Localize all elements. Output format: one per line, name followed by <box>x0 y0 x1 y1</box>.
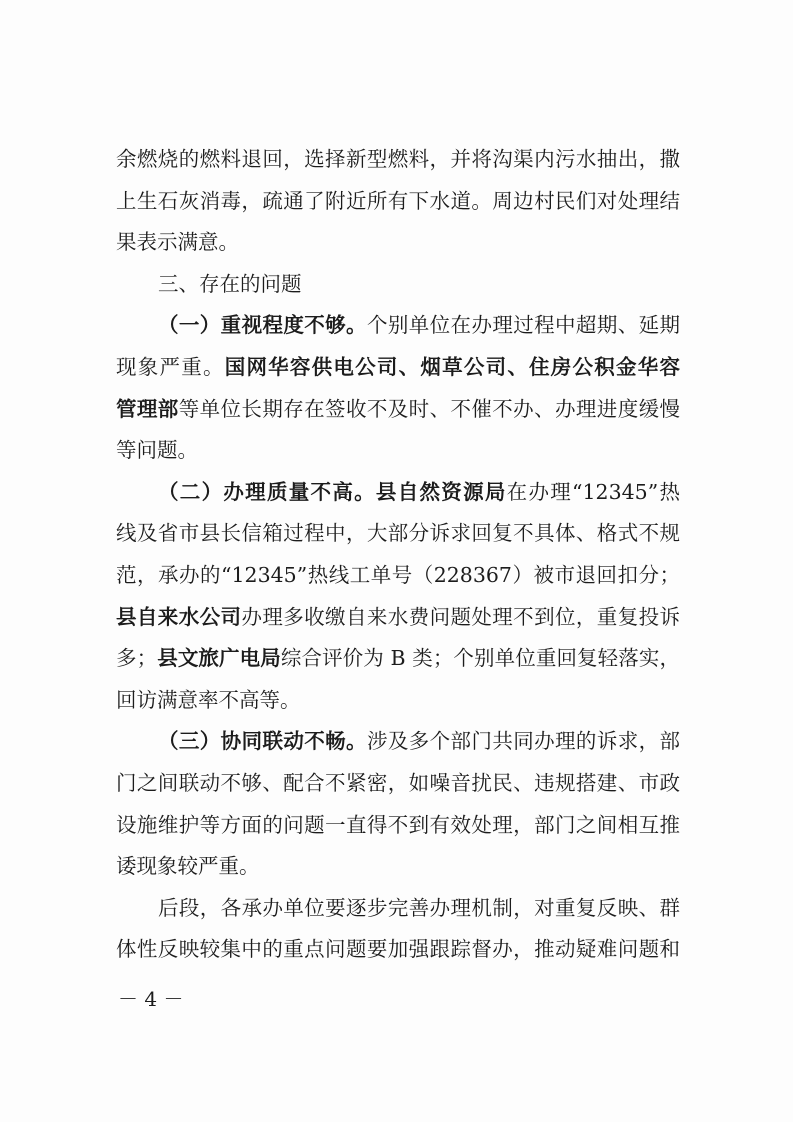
section-heading-text: 三、存在的问题 <box>158 271 302 296</box>
problem-paragraph-1 <box>116 305 680 471</box>
text-line <box>116 597 680 639</box>
text-line <box>116 805 680 847</box>
text-line <box>116 888 680 930</box>
text-segment: 体性反映较集中的重点问题要加强跟踪督办，推动疑难问题和 <box>116 937 680 962</box>
text-segment: 上生石灰消毒，疏通了附近所有下水道。周边村民们对处理结 <box>116 188 680 213</box>
text-segment: 在办理“12345”热 <box>506 479 680 504</box>
text-segment: 综合评价为 B 类；个别单位重回复轻落实， <box>280 646 680 671</box>
highlighted-units: 国网华容供电公司、烟草公司、住房公积金华容 <box>224 354 681 379</box>
text-segment: 涉及多个部门共同办理的诉求，部 <box>366 729 681 754</box>
text-line <box>116 721 680 763</box>
text-segment: 果表示满意。 <box>116 230 239 255</box>
text-segment: 回访满意率不高等。 <box>116 687 301 712</box>
problem-title: （一）重视程度不够。 <box>158 313 367 338</box>
text-line <box>116 472 680 514</box>
text-line <box>116 680 680 722</box>
text-line <box>116 638 680 680</box>
highlighted-unit: 县自来水公司 <box>116 604 242 629</box>
highlighted-unit: 县文旅广电局 <box>157 646 281 671</box>
document-body <box>116 139 680 971</box>
text-line <box>116 846 680 888</box>
problem-paragraph-2 <box>116 472 680 722</box>
problem-title: （三）协同联动不畅。 <box>158 729 367 754</box>
text-line <box>116 181 680 223</box>
text-line <box>116 929 680 971</box>
text-segment: 诿现象较严重。 <box>116 854 260 879</box>
continuation-paragraph <box>116 139 680 264</box>
highlighted-units: 管理部 <box>116 396 179 421</box>
text-line <box>116 513 680 555</box>
text-segment: 办理多收缴自来水费问题处理不到位，重复投诉 <box>241 604 681 629</box>
text-line <box>116 430 680 472</box>
problem-paragraph-3 <box>116 721 680 887</box>
text-segment: 后段，各承办单位要逐步完善办理机制，对重复反映、群 <box>158 895 680 920</box>
page-number: － 4 － <box>118 987 184 1011</box>
problem-title: （二）办理质量不高。县自然资源局 <box>158 479 507 504</box>
text-line <box>116 139 680 181</box>
text-segment: 多； <box>116 646 158 671</box>
text-segment: 门之间联动不够、配合不紧密，如噪音扰民、违规搭建、市政 <box>116 770 680 795</box>
text-segment: 线及省市县长信箱过程中，大部分诉求回复不具体、格式不规 <box>116 521 680 546</box>
text-line <box>116 555 680 597</box>
text-line <box>116 389 680 431</box>
text-line <box>116 222 680 264</box>
text-line <box>116 305 680 347</box>
text-segment: 等问题。 <box>116 438 198 463</box>
text-segment: 余燃烧的燃料退回，选择新型燃料，并将沟渠内污水抽出，撒 <box>116 147 680 171</box>
text-segment: 个别单位在办理过程中超期、延期 <box>366 313 681 338</box>
text-line <box>116 763 680 805</box>
text-line <box>116 347 680 389</box>
text-segment: 设施维护等方面的问题一直得不到有效处理，部门之间相互推 <box>116 812 680 837</box>
section-heading <box>116 264 680 306</box>
text-segment: 范，承办的“12345”热线工单号（228367）被市退回扣分； <box>116 562 680 587</box>
closing-paragraph <box>116 888 680 971</box>
text-segment: 现象严重。 <box>116 354 225 379</box>
text-segment: 等单位长期存在签收不及时、不催不办、办理进度缓慢 <box>178 396 681 421</box>
